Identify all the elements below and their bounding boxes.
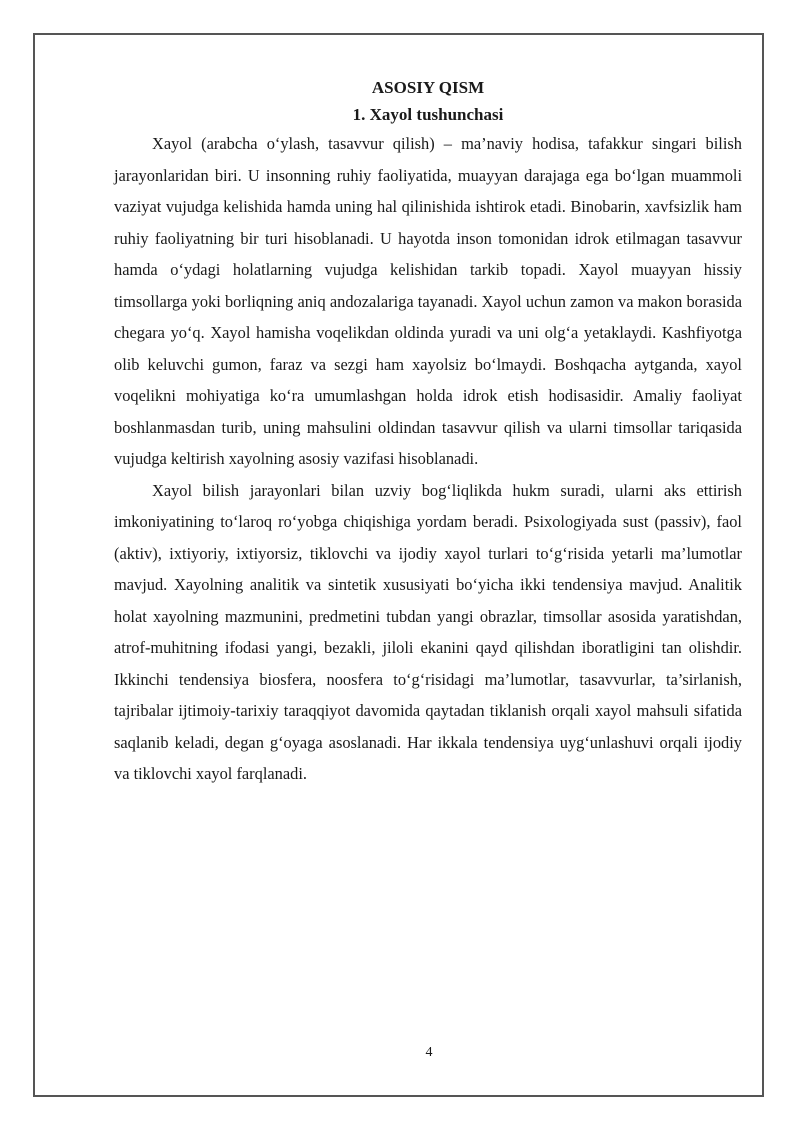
document-body	[114, 74, 742, 790]
page-number: 4	[425, 1045, 433, 1060]
section-title: ASOSIY QISM	[371, 78, 485, 97]
subsection-title: 1. Xayol tushunchasi	[352, 105, 504, 124]
paragraph-1: Xayol (arabcha o‘ylash, tasavvur qilish) – ma’naviy hodisa, tafakkur singari bilish jarayonlaridan biri. U insonning ruhiy faoliyatida, muayyan darajaga ega bo‘lgan muammoli vaziyat vujudga kelishida hamda uning hal qilinishida ishtirok etadi. Binobarin, xavfsizlik ham ruhiy faoliyatning bir turi hisoblanadi. U hayotda inson tomonidan idrok etilmagan tasavvur hamda o‘ydagi holatlarning vujudga kelishidan tarkib topadi. Xayol muayyan hissiy timsollarga yoki borliqning aniq andozalariga tayanadi. Xayol uchun zamon va makon borasida chegara yo‘q. Xayol hamisha voqelikdan oldinda yuradi va uni olg‘a yetaklaydi. Kashfiyotga olib keluvchi gumon, faraz va sezgi ham xayolsiz bo‘lmaydi. Boshqacha aytganda, xayol voqelikni mohiyatiga ko‘ra umumlashgan holda idrok etish hodisasidir. Amaliy faoliyat boshlanmasdan turib, uning mahsulini oldindan tasavvur qilish va ularni timsollar tariqasida vujudga keltirish xayolning asosiy vazifasi hisoblanadi.	[114, 134, 742, 468]
paragraph-2: Xayol bilish jarayonlari bilan uzviy bog‘liqlikda hukm suradi, ularni aks ettirish imkoniyatining to‘laroq ro‘yobga chiqishiga yordam beradi. Psixologiyada sust (passiv), faol (aktiv), ixtiyoriy, ixtiyorsiz, tiklovchi va ijodiy xayol turlari to‘g‘risida yetarli ma’lumotlar mavjud. Xayolning analitik va sintetik xususiyati bo‘yicha ikki tendensiya mavjud. Analitik holat xayolning mazmunini, predmetini tubdan yangi obrazlar, timsollar asosida yaratishdan, atrof-muhitning ifodasi yangi, bezakli, jiloli ekanini qayd qilishdan iboratligini tan olishdir. Ikkinchi tendensiya biosfera, noosfera to‘g‘risidagi ma’lumotlar, tasavvurlar, ta’sirlanish, tajribalar ijtimoiy-tarixiy taraqqiyot davomida qaytadan tiklanish orqali xayol mahsuli sifatida saqlanib keladi, degan g‘oyaga asoslanadi. Har ikkala tendensiya uyg‘unlashuvi orqali ijodiy va tiklovchi xayol farqlanadi.	[114, 480, 742, 783]
